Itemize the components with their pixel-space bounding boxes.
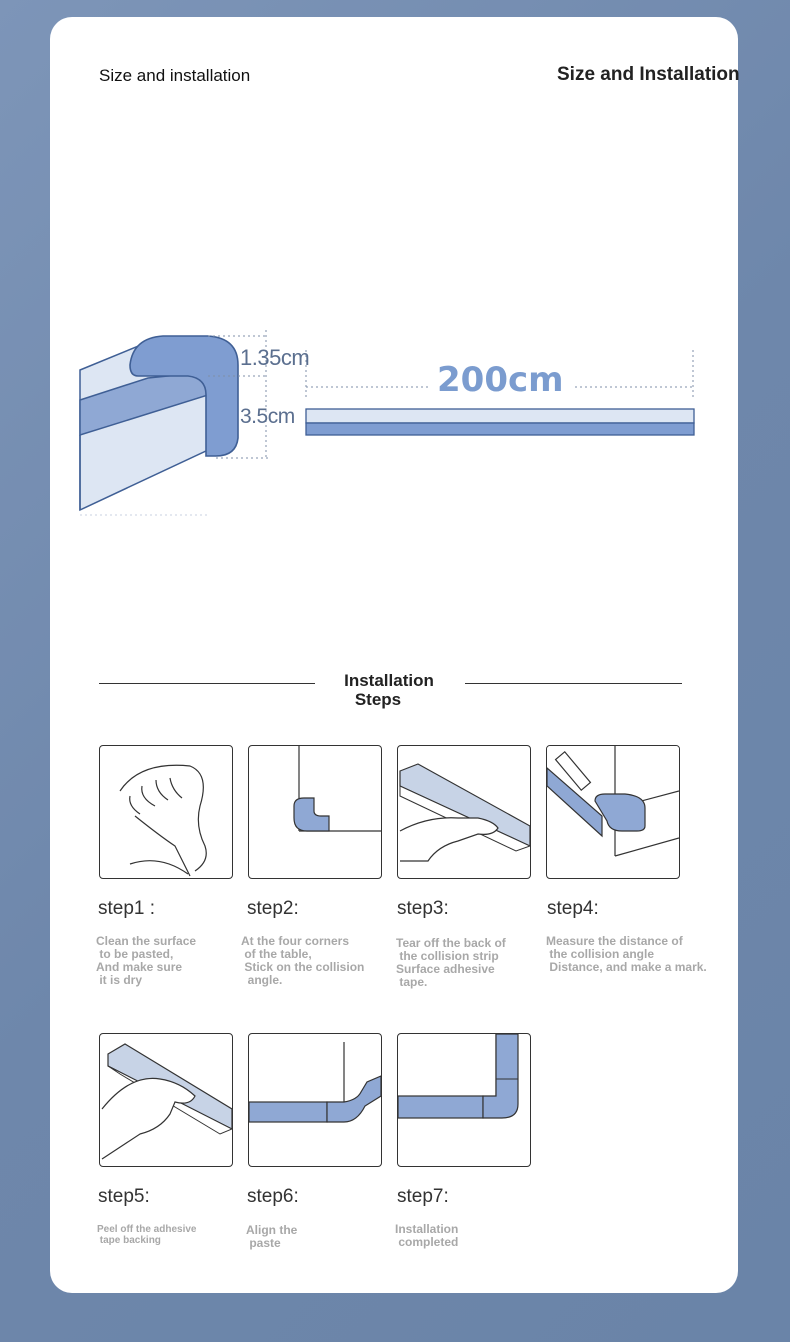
step2-description: At the four corners of the table, Stick on the collision angle.	[241, 934, 365, 987]
step3-label: step3:	[397, 898, 449, 919]
step7-description: Installation completed	[395, 1222, 459, 1249]
step6-illustration	[248, 1033, 382, 1167]
step5-description: Peel off the adhesive tape backing	[97, 1224, 197, 1246]
step5-illustration	[99, 1033, 233, 1167]
step4-illustration	[546, 745, 680, 879]
step6-label: step6:	[247, 1186, 299, 1207]
step3-description: Tear off the back of the collision strip Surface adhesive tape.	[396, 936, 506, 989]
step1-illustration	[99, 745, 233, 879]
step4-description: Measure the distance of the collision angle Distance, and make a mark.	[546, 934, 707, 974]
divider-right	[465, 683, 682, 684]
step1-description: Clean the surface to be pasted, And make sure it is dry	[96, 934, 197, 987]
step6-description: Align the paste	[246, 1223, 298, 1250]
step7-label: step7:	[397, 1186, 449, 1207]
step2-illustration	[248, 745, 382, 879]
step5-label: step5:	[98, 1186, 150, 1207]
installation-steps-title: Installation Steps	[344, 671, 434, 709]
divider-left	[99, 683, 315, 684]
step2-label: step2:	[247, 898, 299, 919]
section-title-right: Size and Installation	[557, 64, 740, 85]
width-label: 3.5cm	[240, 405, 295, 428]
length-label: 200cm	[437, 360, 564, 400]
step3-illustration	[397, 745, 531, 879]
thickness-label: 1.35cm	[240, 345, 310, 370]
step4-label: step4:	[547, 898, 599, 919]
step1-label: step1 :	[98, 898, 156, 919]
step7-illustration	[397, 1033, 531, 1167]
section-title-left: Size and installation	[99, 66, 251, 85]
